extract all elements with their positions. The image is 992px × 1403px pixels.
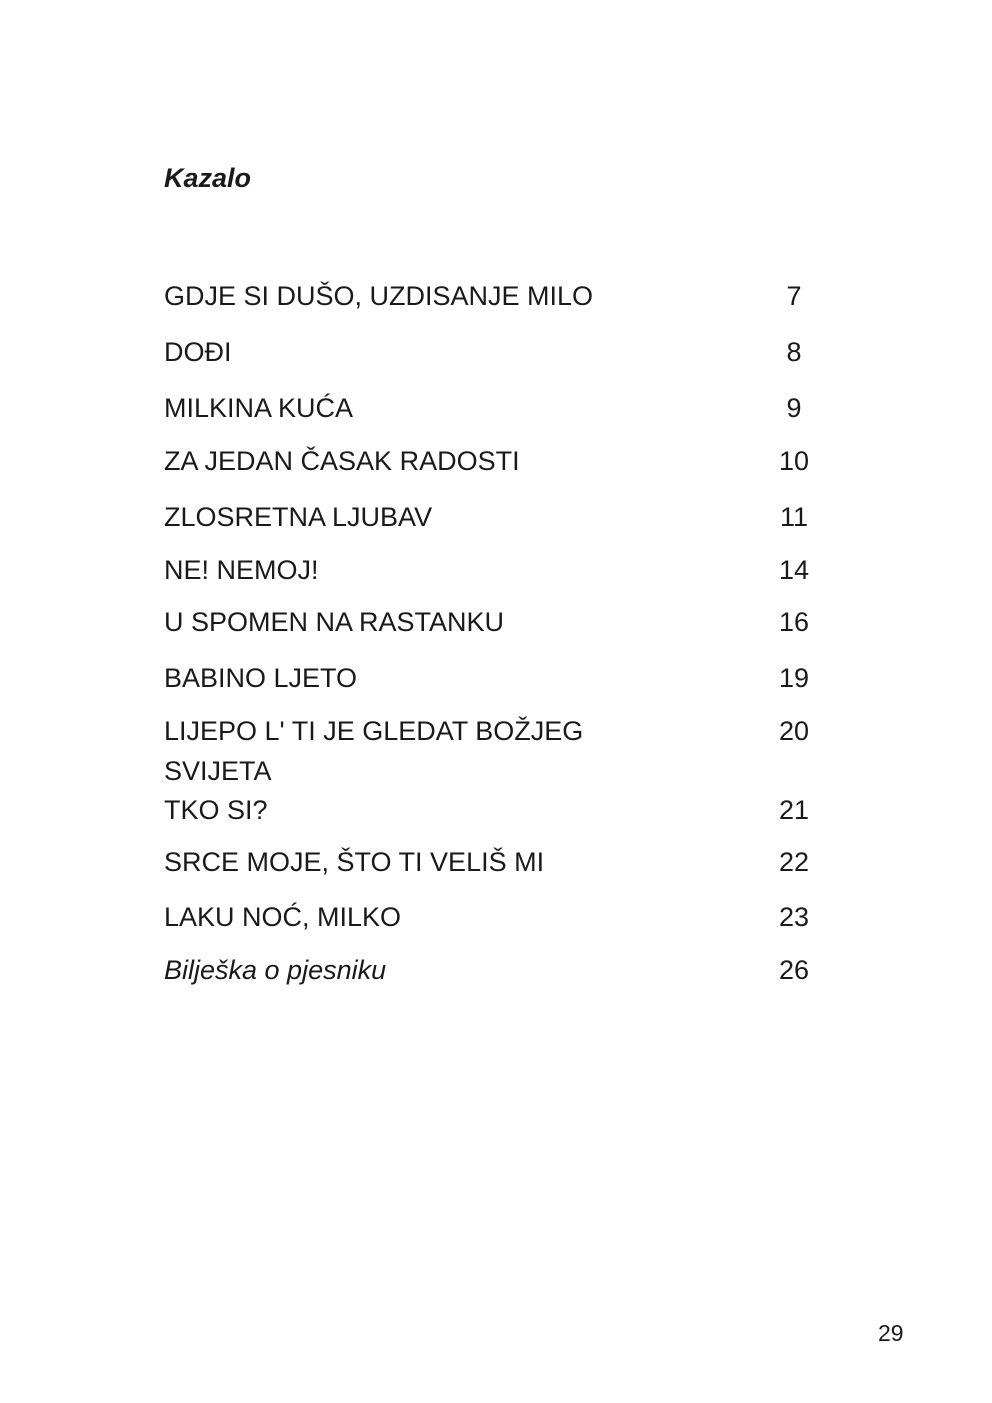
toc-entry-title: ZLOSRETNA LJUBAV xyxy=(164,502,433,532)
toc-entry xyxy=(164,711,834,791)
toc-entry-title: Bilješka o pjesniku xyxy=(164,955,387,985)
toc-entry xyxy=(164,497,834,537)
toc-entry xyxy=(164,897,834,937)
toc-entry-title: DOĐI xyxy=(164,337,232,367)
toc-entry-title-continued: SVIJETA xyxy=(164,756,272,786)
toc-entry-page: 8 xyxy=(786,337,802,367)
toc-entry-page: 11 xyxy=(779,502,809,532)
toc-entry xyxy=(164,790,834,830)
toc-entry-title: U SPOMEN NA RASTANKU xyxy=(164,607,505,637)
toc-entry-title: MILKINA KUĆA xyxy=(164,393,354,423)
toc-entry-page: 14 xyxy=(778,555,810,585)
toc-entry-page: 16 xyxy=(778,607,810,637)
toc-entry xyxy=(164,388,834,428)
toc-entry xyxy=(164,332,834,372)
toc-entry-page: 21 xyxy=(778,795,810,825)
toc-entry-page: 23 xyxy=(778,902,810,932)
toc-entry-page: 19 xyxy=(778,663,810,693)
page-title: Kazalo xyxy=(164,163,252,193)
toc-entry-title: TKO SI? xyxy=(164,795,268,825)
toc-entry xyxy=(164,550,834,590)
toc-entry-page: 26 xyxy=(778,955,810,985)
toc-entry-page: 22 xyxy=(778,847,810,877)
toc-entry-page: 10 xyxy=(778,446,810,476)
toc-entry xyxy=(164,842,834,882)
toc-entry-page: 7 xyxy=(786,281,802,311)
toc-entry-title: ZA JEDAN ČASAK RADOSTI xyxy=(164,446,520,476)
toc-entry-page: 20 xyxy=(778,716,810,746)
toc-entry-title: LAKU NOĆ, MILKO xyxy=(164,902,402,932)
toc-entry-title: LIJEPO L' TI JE GLEDAT BOŽJEG xyxy=(164,716,584,746)
toc-entry xyxy=(164,658,834,698)
toc-entry-page: 9 xyxy=(786,393,802,423)
toc-entry xyxy=(164,441,834,481)
page-number: 29 xyxy=(878,1320,904,1346)
toc-entry-title: BABINO LJETO xyxy=(164,663,358,693)
toc-entry-title: SRCE MOJE, ŠTO TI VELIŠ MI xyxy=(164,847,545,877)
toc-entry xyxy=(164,602,834,642)
toc-entry-title: GDJE SI DUŠO, UZDISANJE MILO xyxy=(164,281,594,311)
toc-entry-title: NE! NEMOJ! xyxy=(164,555,319,585)
toc-entry xyxy=(164,276,834,316)
toc-entry xyxy=(164,950,834,990)
